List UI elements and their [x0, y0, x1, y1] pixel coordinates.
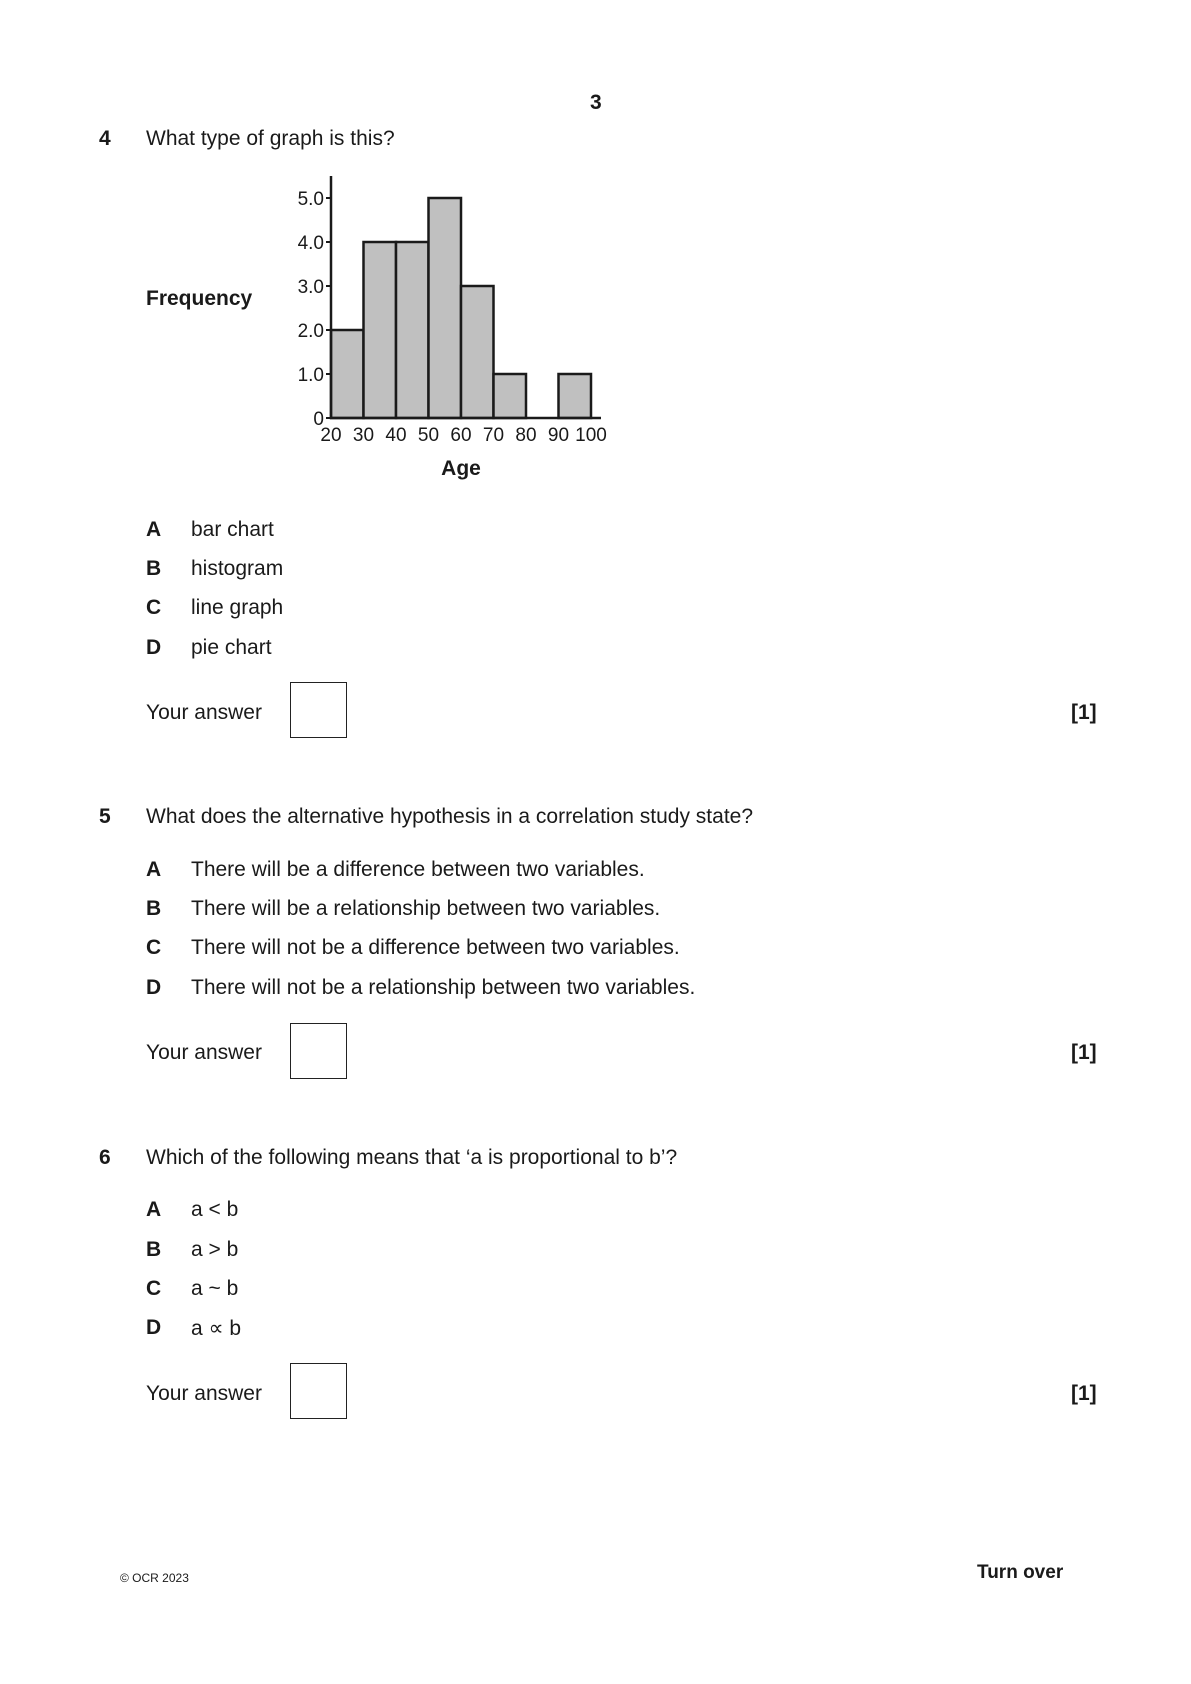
y-tick-label: 3.0 — [297, 277, 324, 298]
q5-option-c-letter: C — [146, 936, 162, 959]
histogram-bar — [429, 198, 462, 418]
question-4-text: What type of graph is this? — [146, 127, 395, 150]
q5-option-b-text: There will be a relationship between two variables. — [191, 897, 661, 920]
y-tick-label: 0 — [313, 409, 324, 430]
copyright: © OCR 2023 — [120, 1571, 189, 1585]
q6-answer-label: Your answer — [146, 1382, 262, 1405]
q4-option-b-text: histogram — [191, 557, 284, 580]
q4-option-d-text: pie chart — [191, 636, 272, 659]
q4-answer-box[interactable] — [290, 682, 347, 738]
q4-option-a-letter: A — [146, 518, 162, 541]
histogram-bar — [559, 374, 592, 418]
q4-marks: [1] — [1071, 701, 1097, 724]
q5-marks: [1] — [1071, 1041, 1097, 1064]
y-tick-label: 4.0 — [297, 233, 324, 254]
q5-option-c-text: There will not be a difference between two variables. — [191, 936, 680, 959]
question-5-text: What does the alternative hypothesis in a correlation study state? — [146, 805, 754, 828]
q5-option-d-letter: D — [146, 976, 162, 999]
q6-option-b-text: a > b — [191, 1238, 239, 1261]
histogram-bar — [396, 242, 429, 418]
x-tick-label: 20 — [320, 425, 342, 446]
question-6-text: Which of the following means that ‘a is proportional to b’? — [146, 1146, 678, 1169]
q6-option-c-text: a ~ b — [191, 1277, 239, 1300]
y-tick-label: 5.0 — [297, 189, 324, 210]
q6-marks: [1] — [1071, 1382, 1097, 1405]
q5-option-d-text: There will not be a relationship between two variables. — [191, 976, 696, 999]
q4-option-c-text: line graph — [191, 596, 284, 619]
question-4-number: 4 — [99, 127, 111, 150]
x-tick-label: 40 — [385, 425, 407, 446]
histogram-chart — [140, 170, 620, 490]
x-tick-label: 60 — [450, 425, 472, 446]
q6-option-a-text: a < b — [191, 1198, 239, 1221]
q4-answer-label: Your answer — [146, 701, 262, 724]
q5-option-a-text: There will be a difference between two variables. — [191, 858, 645, 881]
q5-option-b-letter: B — [146, 897, 162, 920]
histogram-bar — [364, 242, 397, 418]
x-tick-label: 100 — [575, 425, 607, 446]
q5-answer-label: Your answer — [146, 1041, 262, 1064]
histogram-bar — [331, 330, 364, 418]
histogram-bar — [494, 374, 527, 418]
q5-option-a-letter: A — [146, 858, 162, 881]
y-tick-label: 1.0 — [297, 365, 324, 386]
q6-option-c-letter: C — [146, 1277, 162, 1300]
y-tick-label: 2.0 — [297, 321, 324, 342]
x-tick-label: 80 — [515, 425, 537, 446]
y-axis-label: Frequency — [146, 287, 253, 310]
q6-option-b-letter: B — [146, 1238, 162, 1261]
q5-answer-box[interactable] — [290, 1023, 347, 1079]
q4-option-d-letter: D — [146, 636, 162, 659]
q4-option-a-text: bar chart — [191, 518, 274, 541]
question-6-number: 6 — [99, 1146, 111, 1169]
q4-option-c-letter: C — [146, 596, 162, 619]
question-5-number: 5 — [99, 805, 111, 828]
page-number: 3 — [590, 91, 602, 114]
histogram-bar — [461, 286, 494, 418]
q4-option-b-letter: B — [146, 557, 162, 580]
x-tick-label: 30 — [352, 425, 375, 446]
x-tick-label: 50 — [417, 425, 440, 446]
x-axis-label: Age — [441, 457, 481, 480]
q6-option-d-text: a ∝ b — [191, 1317, 242, 1340]
q6-option-d-letter: D — [146, 1316, 162, 1339]
turn-over: Turn over — [977, 1562, 1064, 1583]
x-tick-label: 90 — [547, 425, 570, 446]
q6-answer-box[interactable] — [290, 1363, 347, 1419]
q6-option-a-letter: A — [146, 1198, 162, 1221]
x-tick-label: 70 — [482, 425, 505, 446]
